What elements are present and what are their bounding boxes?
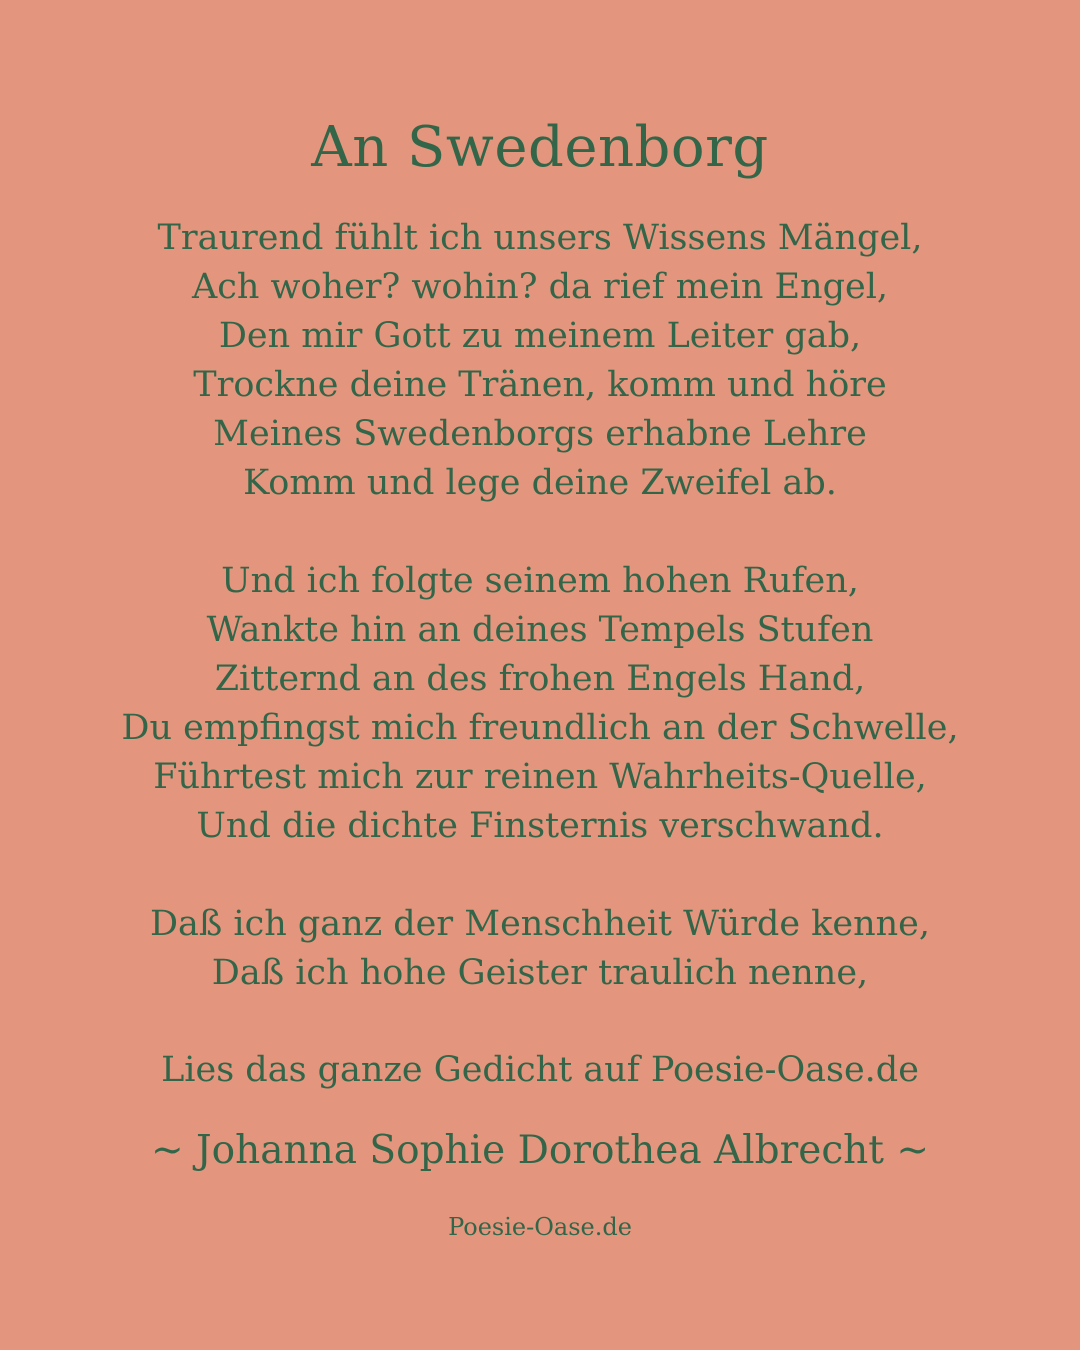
poem-line: Und die dichte Finsternis verschwand.	[196, 806, 884, 846]
poem-line: Daß ich hohe Geister traulich nenne,	[211, 953, 869, 993]
poem-line: Ach woher? wohin? da rief mein Engel,	[191, 267, 889, 307]
poem-line: Du empfingst mich freundlich an der Schwelle,	[121, 708, 959, 748]
poem-line: Wankte hin an deines Tempels Stufen	[206, 610, 874, 650]
poem-line: Und ich folgte seinem hohen Rufen,	[221, 561, 859, 601]
poem-title: An Swedenborg	[311, 115, 769, 180]
author-name: ~ Johanna Sophie Dorothea Albrecht ~	[150, 1128, 930, 1173]
site-watermark: Poesie-Oase.de	[448, 1213, 632, 1241]
poem-line: Zitternd an des frohen Engels Hand,	[214, 659, 866, 699]
poem-line: Trockne deine Tränen, komm und höre	[193, 365, 887, 405]
read-more-text: Lies das ganze Gedicht auf Poesie-Oase.de	[161, 1050, 919, 1090]
poem-body	[0, 214, 1080, 1047]
poem-line: Daß ich ganz der Menschheit Würde kenne,	[150, 904, 930, 944]
stanza-3	[0, 900, 1080, 998]
poem-line: Meines Swedenborgs erhabne Lehre	[213, 414, 867, 454]
poem-line: Traurend fühlt ich unsers Wissens Mängel,	[157, 218, 923, 258]
stanza-2	[0, 557, 1080, 851]
poem-line: Den mir Gott zu meinem Leiter gab,	[218, 316, 862, 356]
poem-line: Komm und lege deine Zweifel ab.	[243, 463, 837, 503]
stanza-1	[0, 214, 1080, 508]
poem-line: Führtest mich zur reinen Wahrheits-Quelle,	[153, 757, 927, 797]
